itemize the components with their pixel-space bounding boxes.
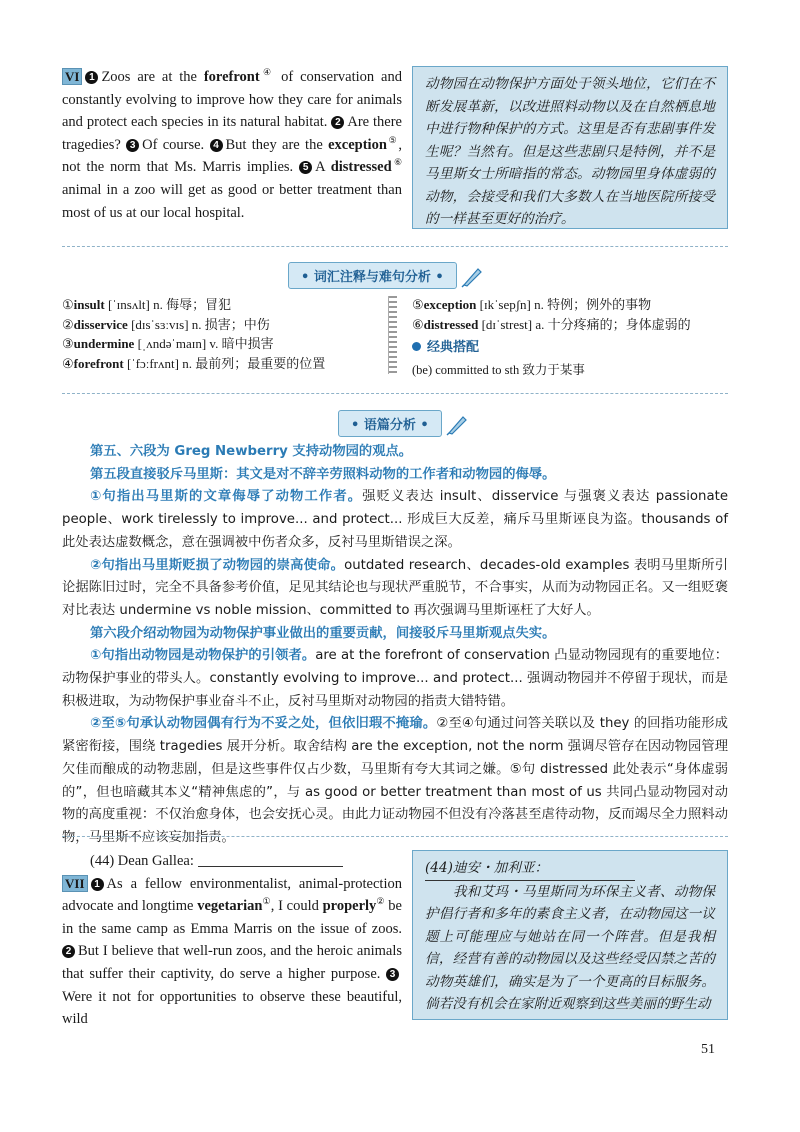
sentence-text: But they are the: [225, 136, 329, 153]
footnote-mark: ④: [259, 67, 275, 78]
vocab-item: ⑥distressed [dɪˈstrest] a. 十分疼痛的；身体虚弱的: [412, 316, 691, 332]
collocation: (be) committed to sth 致力于某事: [412, 362, 585, 377]
divider: [62, 836, 728, 837]
footnote-mark: ⑥: [391, 157, 403, 168]
vocab-list-left: [62, 295, 382, 373]
analysis-para: ①句指出动物园是动物保护的引领者。are at the forefront of conservation 凸显动物园现有的重要地位：动物保护事业的带头人。constantly evolving to improve... and protect... 强调动物园并不停留于现状，而是积极进取，为动物保护事业奋斗不止，反衬马里斯对动物园的指责大错特错。: [62, 648, 728, 709]
vocab-item: ④forefront [ˈfɔːfrʌnt] n. 最前列；最重要的位置: [62, 355, 326, 371]
vocab-item: ①insult [ˈɪnsʌlt] n. 侮辱；冒犯: [62, 297, 232, 312]
vocab-item: ②disservice [dɪsˈsɜːvɪs] n. 损害；中伤: [62, 316, 270, 332]
sentence-text: Were it not for opportunities to observe these beautiful, wild: [62, 988, 402, 1028]
analysis-para: ②至⑤句承认动物园偶有行为不妥之处，但依旧瑕不掩瑜。②至④句通过问答关联以及 they 的回指功能形成紧密衔接，围绕 tragedies 展开分析。取舍结构 are the exception, not the norm 强调尽管存在因动物园管理欠佳而酿成的动物悲剧，但是这些事件仅占少数，马里斯有夸大其词之嫌。⑤句 distressed 此处表示“身体虚弱的”，但也暗藏其本义“精神焦虑的”，与 as good or better treatment than most of us 共同凸显动物园对动物的高度重视：不仅治愈身体，也会安抚心灵。由此力证动物园不但没有冷落甚至虐待动物，反而竭尽全力照料动物，马里斯不应该妄加指责。: [62, 716, 728, 845]
vocab-word: vegetarian: [197, 898, 263, 915]
sentence-text: Zoos are at the: [101, 69, 204, 85]
analysis-body: [62, 441, 728, 850]
vocab-banner: [288, 262, 483, 289]
sentence-text: A: [315, 159, 331, 176]
sentence-number: 1: [85, 71, 98, 84]
sentence-text: Are there tragedies?: [62, 114, 402, 153]
q44-label: (44) Dean Gallea:: [62, 850, 402, 873]
sentence-text: Of course.: [142, 136, 210, 153]
paragraph-marker: VI: [62, 68, 82, 85]
sentence-number: 2: [62, 945, 75, 958]
analysis-para: 第五、六段为 Greg Newberry 支持动物园的观点。: [90, 444, 413, 459]
collocation-heading: 经典搭配: [412, 338, 728, 358]
sentence-number: 4: [210, 139, 223, 152]
vocab-item: ⑤exception [ɪkˈsepʃn] n. 特例；例外的事物: [412, 297, 652, 312]
vocab-word: distressed: [330, 159, 392, 176]
section-6-translation: [412, 66, 728, 229]
vocab-item: ③undermine [ˌʌndəˈmaɪn] v. 暗中损害: [62, 336, 274, 352]
divider: [62, 393, 728, 394]
pen-icon: [461, 266, 483, 288]
footnote-mark: ⑤: [386, 134, 399, 145]
sentence-number: 2: [331, 116, 344, 129]
answer-blank[interactable]: [198, 852, 343, 867]
vocab-word: exception: [328, 136, 387, 153]
q44-translation: [412, 850, 728, 1020]
sentence-number: 3: [386, 968, 399, 981]
footnote-mark: ①: [262, 896, 271, 907]
translation-label: (44)迪安・加利亚：: [425, 857, 635, 881]
sentence-number: 3: [126, 139, 139, 152]
sentence-number: 1: [91, 878, 104, 891]
pen-icon: [446, 414, 468, 436]
vocab-title: • 词汇注释与难句分析 •: [288, 262, 457, 289]
vocab-word: forefront: [203, 69, 260, 85]
vocab-list-right: [412, 295, 728, 380]
vocab-word: properly: [322, 898, 377, 915]
paragraph-marker: VII: [62, 875, 88, 892]
spiral-binding: [388, 296, 397, 374]
section-6-english: [62, 66, 402, 224]
sentence-text: But I believe that well-run zoos, and the heroic animals that suffer their captivity, do serve a higher purpose.: [62, 943, 402, 982]
translation-text: 我和艾玛・马里斯同为环保主义者、动物保护倡行者和多年的素食主义者，在动物园这一议题上可能理应与她站在同一个阵营。但是我相信，经营有善的动物园以及这些经受囚禁之苦的动物英雄们，确实是为了一个更高的目标服务。倘若没有机会在家附近观察到这些美丽的野生动: [425, 883, 715, 1012]
q44-english: [62, 850, 402, 1031]
footnote-mark: ②: [376, 896, 385, 907]
analysis-para: 第五段直接驳斥马里斯：其文是对不辞辛劳照料动物的工作者和动物园的侮辱。: [90, 466, 556, 482]
sentence-number: 5: [299, 161, 312, 174]
analysis-para: 第六段介绍动物园为动物保护事业做出的重要贡献，间接驳斥马里斯观点失实。: [90, 625, 556, 641]
analysis-title: • 语篇分析 •: [338, 410, 442, 437]
sentence-text: , not the norm that Ms. Marris implies.: [62, 136, 402, 176]
sentence-text: animal in a zoo will get as good or better treatment than most of us at our local hospital.: [62, 181, 402, 221]
divider: [62, 246, 728, 247]
analysis-banner: [338, 410, 468, 437]
analysis-para: ①句指出马里斯的文章侮辱了动物工作者。强贬义表达 insult、disservice 与强褒义表达 passionate people、work tirelessly to improve... and protect... 形成巨大反差，痛斥马里斯诬良为盗。thousands of 此处表达虚数概念，意在强调被中伤者众多，反衬马里斯错误之深。: [62, 489, 729, 550]
sentence-text: , I could: [270, 898, 323, 915]
bullet-icon: [412, 342, 421, 351]
sentence-text: of conservation and constantly evolving to improve how they care for animals and protect each species in its natural habitat.: [62, 69, 402, 131]
page-number: 51: [701, 1042, 715, 1057]
sentence-text: be in the same camp as Emma Marris on the issue of zoos.: [62, 898, 402, 937]
analysis-para: ②句指出马里斯贬损了动物园的崇高使命。outdated research、decades-old examples 表明马里斯所引论据陈旧过时，完全不具备参考价值，足见其结论也与现状严重脱节，不合事实，从而为动物园正名。又一组贬褒对比表达 undermine vs noble mission、committed to 再次强调马里斯诬枉了大好人。: [62, 557, 728, 618]
translation-text: 动物园在动物保护方面处于领头地位，它们在不断发展革新，以改进照料动物以及在自然栖息地中进行物种保护的方式。这里是否有悲剧事件发生呢？当然有。但是这些悲剧只是特例，并不是马里斯女士所暗指的常态。动物园里身体虚弱的动物，会接受和我们大多数人在当地医院所接受的一样甚至更好的治疗。: [425, 76, 715, 227]
sentence-text: As a fellow environmentalist, animal-protection advocate and longtime: [62, 875, 402, 915]
